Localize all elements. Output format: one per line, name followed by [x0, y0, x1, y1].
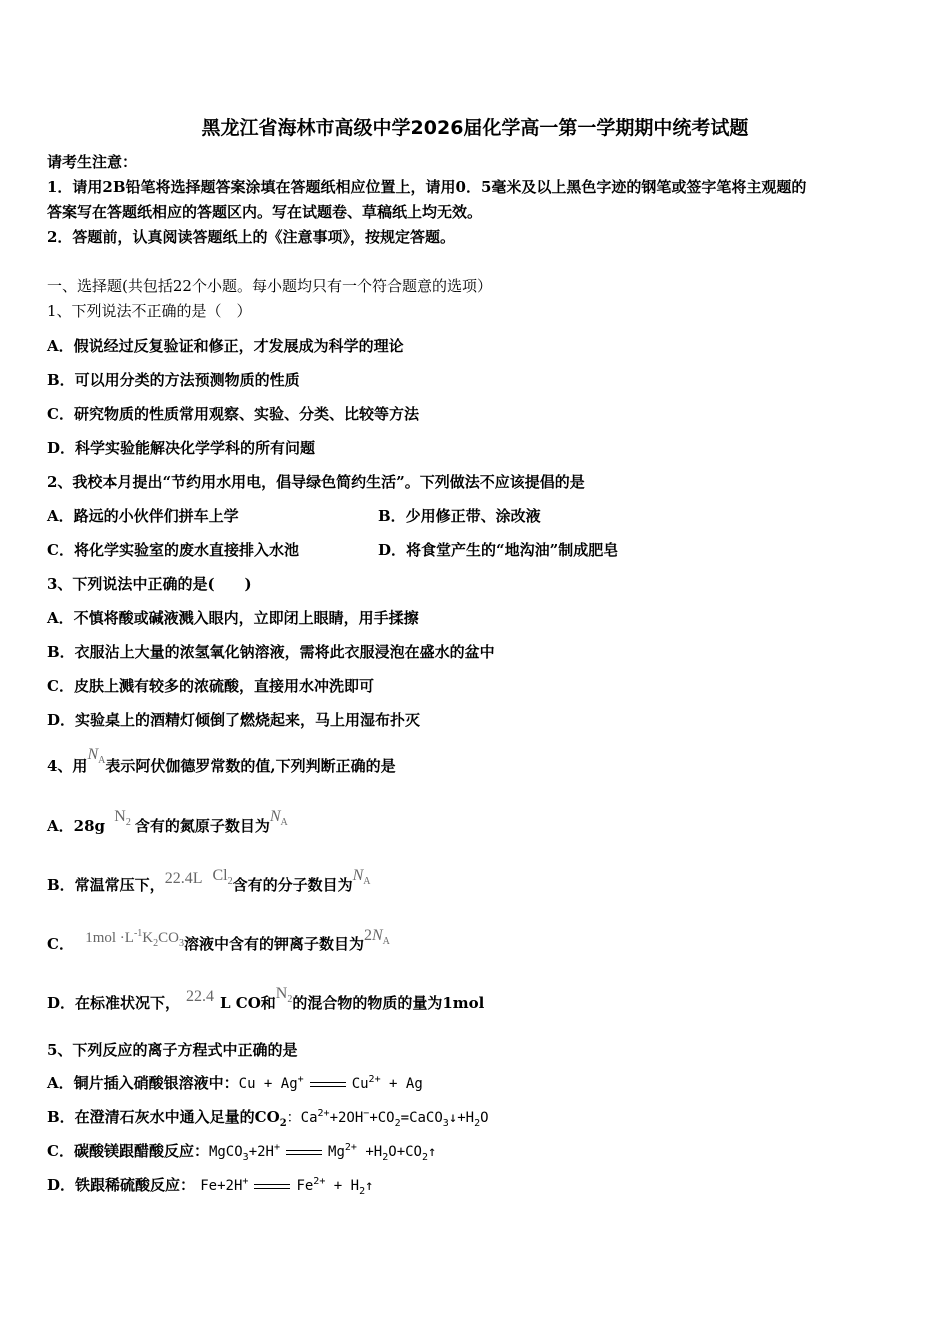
q4-stem — [47, 746, 396, 779]
cl2-formula: $Cl_2$ — [212, 867, 233, 887]
na-symbol: $N_A$ — [87, 746, 106, 766]
page-title: 黑龙江省海林市高级中学2026届化学高一第一学期期中统考试题 — [201, 117, 749, 139]
notice-line-1: 1．请用2B铅笔将选择题答案涂填在答题纸相应位置上，请用0．5毫米及以上黑色字迹的钢笔或签字笔将主观题的 — [47, 178, 807, 196]
q2-option-a: A．路远的小伙伴们拼车上学 — [47, 507, 239, 525]
q4-stem-prefix: 4、用 — [47, 757, 88, 775]
q1-option-d: D．科学实验能解决化学学科的所有问题 — [47, 439, 316, 457]
two-na-symbol: $2N_A$ — [363, 927, 390, 947]
q5-option-c: C．碳酸镁跟醋酸反应：MgCO$_3$+2H+ $Mg^{2+}$ $+H_2O+CO_2↑$ — [47, 1142, 437, 1163]
equals-sign — [286, 1150, 322, 1155]
q1-option-a: A．假说经过反复验证和修正，才发展成为科学的理论 — [47, 337, 404, 355]
q3-stem: 3、下列说法中正确的是( ) — [47, 575, 252, 593]
q1-stem: 1、下列说法不正确的是（ ） — [47, 302, 252, 320]
q5-stem: 5、下列反应的离子方程式中正确的是 — [47, 1041, 298, 1059]
q5-option-b: B．在澄清石灰水中通入足量的$CO_2$：$Ca^{2+}+2OH^-+CO_2=CaCO_3↓+H_2O$ — [47, 1108, 489, 1129]
q4-option-b: B．常温常压下，22.4L $Cl_2$含有的分子数目为$N_A$ — [47, 867, 371, 894]
equals-sign — [254, 1184, 290, 1189]
na-symbol: $N_A$ — [352, 867, 371, 887]
q1-option-c: C．研究物质的性质常用观察、实验、分类、比较等方法 — [47, 405, 419, 423]
q5-option-d: D．铁跟稀硫酸反应： Fe+2H+ $Fe^{2+}$ + $H_2↑$ — [47, 1176, 374, 1197]
equals-sign — [310, 1082, 346, 1087]
n2-formula: $N_2$ — [114, 808, 131, 828]
volume-value: 22.4L — [164, 870, 203, 887]
q4-option-a: A．28g $N_2$ 含有的氮原子数目为$N_A$ — [47, 808, 288, 835]
q5-option-a: A．铜片插入硝酸银溶液中：Cu + Ag+ $Cu^{2+} + Ag$ — [47, 1074, 423, 1092]
q2-option-b: B．少用修正带、涂改液 — [378, 507, 541, 525]
q2-stem: 2、我校本月提出“节约用水用电，倡导绿色简约生活”。下列做法不应该提倡的是 — [47, 473, 585, 491]
n2-formula: $N_2$ — [275, 985, 293, 1005]
section-heading: 一、选择题(共包括22个小题。每小题均只有一个符合题意的选项） — [47, 277, 492, 295]
q3-option-a: A．不慎将酸或碱液溅入眼内，立即闭上眼睛，用手揉擦 — [47, 609, 419, 627]
na-symbol: $N_A$ — [269, 808, 288, 828]
q4-option-c: C． $1mol \cdot L^{-1}K_2CO_3$溶液中含有的钾离子数目为$2N_A$ — [47, 927, 390, 953]
q1-option-b: B．可以用分类的方法预测物质的性质 — [47, 371, 300, 389]
notice-line-1b: 答案写在答题纸相应的答题区内。写在试题卷、草稿纸上均无效。 — [47, 203, 483, 221]
q3-option-d: D．实验桌上的酒精灯倾倒了燃烧起来，马上用湿布扑灭 — [47, 711, 421, 729]
q3-option-b: B．衣服沾上大量的浓氢氧化钠溶液，需将此衣服浸泡在盛水的盆中 — [47, 643, 495, 661]
k2co3-concentration: $1mol \cdot L^{-1}K_2CO_3$ — [85, 928, 184, 949]
notice-line-2: 2．答题前，认真阅读答题纸上的《注意事项》，按规定答题。 — [47, 228, 455, 246]
notice-heading: 请考生注意： — [47, 153, 138, 171]
q4-stem-text: 表示阿伏伽德罗常数的值,下列判断正确的是 — [105, 757, 396, 775]
q4-option-d: D．在标准状况下， 22.4 L CO和$N_2$的混合物的物质的量为1mol — [47, 985, 485, 1012]
q2-option-c: C．将化学实验室的废水直接排入水池 — [47, 541, 299, 559]
volume-value: 22.4 — [186, 988, 215, 1005]
q3-option-c: C．皮肤上溅有较多的浓硫酸，直接用水冲洗即可 — [47, 677, 374, 695]
q2-option-d: D．将食堂产生的“地沟油”制成肥皂 — [378, 541, 619, 559]
